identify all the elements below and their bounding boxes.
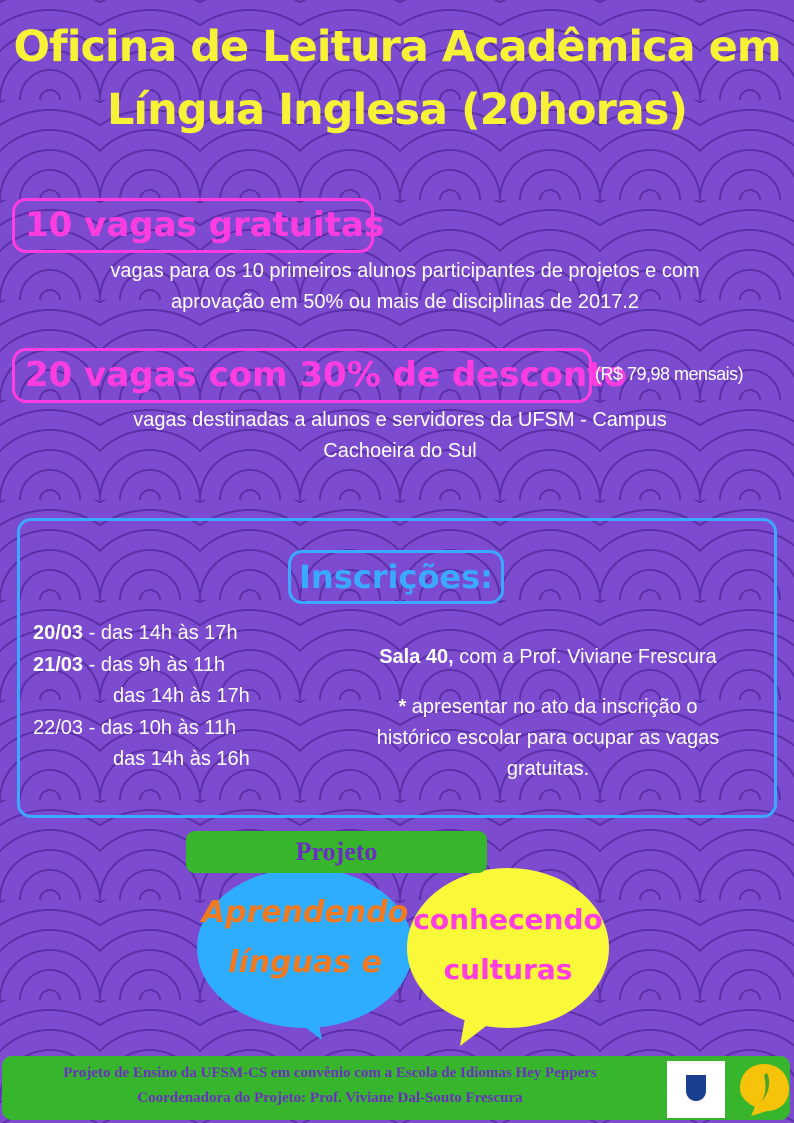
discount-vagas-desc bbox=[0, 405, 794, 467]
footer-line-1: Projeto de Ensino da UFSM-CS em convênio com a Escola de Idiomas Hey Peppers bbox=[63, 1065, 597, 1081]
registration-heading: Inscrições: bbox=[288, 550, 504, 604]
title-line-2: Língua Inglesa (20horas) bbox=[106, 85, 688, 135]
free-vagas-heading: 10 vagas gratuitas bbox=[12, 198, 374, 253]
free-vagas-desc bbox=[0, 256, 794, 318]
registration-note: * apresentar no ato da inscrição o histórico escolar para ocupar as vagas gratuitas. bbox=[376, 696, 720, 780]
schedule-row: 21/03 - das 9h às 11h bbox=[33, 653, 226, 676]
desc-line: Cachoeira do Sul bbox=[323, 440, 477, 462]
schedule-row: das 14h às 16h bbox=[113, 748, 250, 770]
schedule-row: das 14h às 17h bbox=[113, 685, 250, 707]
schedule-row: 20/03 - das 14h às 17h bbox=[33, 622, 238, 644]
schedule-row: 22/03 - das 10h às 11h bbox=[33, 716, 237, 739]
discount-vagas-heading: 20 vagas com 30% de desconto bbox=[12, 348, 592, 403]
title-line-1: Oficina de Leitura Acadêmica em bbox=[13, 22, 781, 72]
hey-peppers-logo-icon bbox=[737, 1061, 791, 1117]
desc-line: aprovação em 50% ou mais de disciplinas de 2017.2 bbox=[170, 291, 640, 313]
ufsm-logo bbox=[667, 1061, 725, 1118]
bubble-left-text: Aprendendo línguas e bbox=[201, 895, 409, 980]
registration-schedule bbox=[33, 618, 250, 776]
footer-line-2: Coordenadora do Projeto: Prof. Viviane Dal-Souto Frescura bbox=[137, 1090, 523, 1106]
registration-room: Sala 40, com a Prof. Viviane Frescura bbox=[379, 646, 717, 668]
project-label: Projeto bbox=[186, 831, 487, 873]
ufsm-shield-icon bbox=[686, 1075, 706, 1101]
discount-price: (R$ 79,98 mensais) bbox=[595, 364, 744, 384]
bubble-right-text: conhecendo culturas bbox=[413, 903, 603, 986]
desc-line: vagas destinadas a alunos e servidores da UFSM - Campus bbox=[133, 409, 667, 431]
desc-line: vagas para os 10 primeiros alunos participantes de projetos e com bbox=[110, 260, 700, 282]
